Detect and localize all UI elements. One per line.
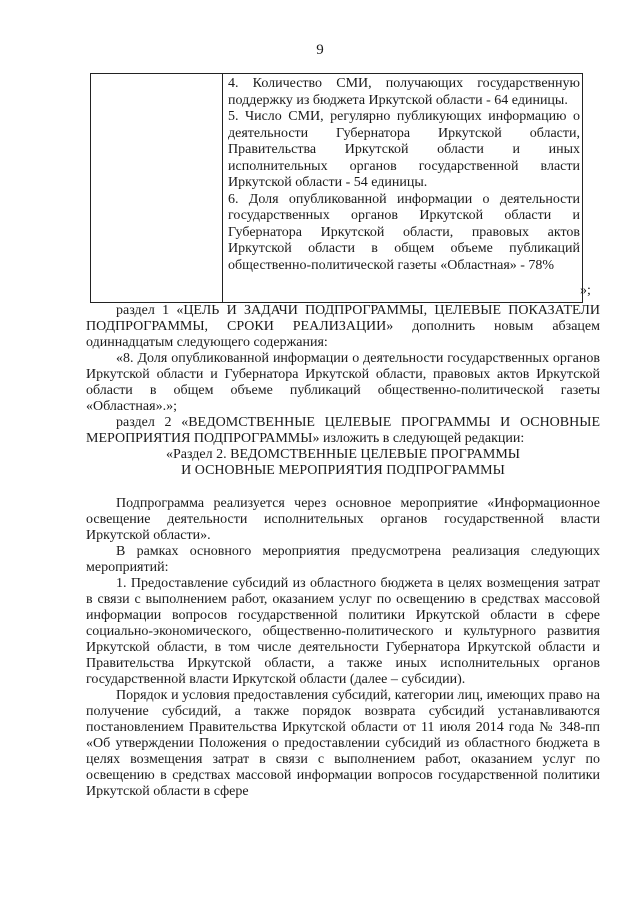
paragraph-subprogram: Подпрограмма реализуется через основное мероприятие «Информационное освещение деятельности исполнительных органов государственной власти Иркутской области». <box>86 496 600 543</box>
paragraph-section2-amendment: раздел 2 «ВЕДОМСТВЕННЫЕ ЦЕЛЕВЫЕ ПРОГРАММЫ И ОСНОВНЫЕ МЕРОПРИЯТИЯ ПОДПРОГРАММЫ» изложить в следующей редакции: <box>86 415 600 446</box>
table-item-4: 4. Количество СМИ, получающих государственную поддержку из бюджета Иркутской области - 64 единицы. <box>228 76 580 108</box>
document-body <box>86 303 600 800</box>
table-column-divider <box>222 74 223 302</box>
page-number: 9 <box>316 42 324 58</box>
table-closing-mark: »; <box>580 283 591 298</box>
blank-line <box>86 479 600 496</box>
paragraph-section1-amendment: раздел 1 «ЦЕЛЬ И ЗАДАЧИ ПОДПРОГРАММЫ, ЦЕЛЕВЫЕ ПОКАЗАТЕЛИ ПОДПРОГРАММЫ, СРОКИ РЕАЛИЗАЦИИ» дополнить новым абзацем одиннадцатым следующего содержания: <box>86 303 600 350</box>
section-heading-line2: И ОСНОВНЫЕ МЕРОПРИЯТИЯ ПОДПРОГРАММЫ <box>181 463 505 478</box>
paragraph-procedure: Порядок и условия предоставления субсидий, категории лиц, имеющих право на получение субсидий, а также порядок возврата субсидий устанавливаются постановлением Правительства Иркутской области от 11 июля 2014 года № 348-пп «Об утверждении Положения о предоставлении субсидий из областного бюджета в целях возмещения затрат в связи с выполнением работ, оказанием услуг по освещению в средствах массовой информации вопросов государственной политики Иркутской области в сфере <box>86 688 600 799</box>
table-right-cell <box>228 76 580 274</box>
indicators-table <box>90 73 583 303</box>
paragraph-measure-1: 1. Предоставление субсидий из областного бюджета в целях возмещения затрат в связи с выполнением работ, оказанием услуг по освещению в средствах массовой информации вопросов государственной политики Иркутской области в сфере социально-экономического, общественно-политического и культурного развития Иркутской области, в том числе деятельности Губернатора Иркутской области и Правительства Иркутской области, а также иных исполнительных органов государственной власти Иркутской области (далее – субсидии). <box>86 576 600 687</box>
paragraph-new-indicator-8: «8. Доля опубликованной информации о деятельности государственных органов Иркутской области и Губернатора Иркутской области, правовых актов Иркутской области в общем объеме публикаций общественно-политической газеты «Областная».»; <box>86 351 600 414</box>
paragraph-measures-intro: В рамках основного мероприятия предусмотрена реализация следующих мероприятий: <box>86 544 600 575</box>
table-item-5: 5. Число СМИ, регулярно публикующих информацию о деятельности Губернатора Иркутской области, Правительства Иркутской области и иных исполнительных органов государственной власти Иркутской области - 54 единицы. <box>228 109 580 190</box>
section-heading-line1: «Раздел 2. ВЕДОМСТВЕННЫЕ ЦЕЛЕВЫЕ ПРОГРАММЫ <box>166 447 520 462</box>
table-item-6: 6. Доля опубликованной информации о деятельности государственных органов Иркутской области и Губернатора Иркутской области, правовых актов Иркутской области в общем объеме публикаций общественно-политической газеты «Областная» - 78% <box>228 191 580 273</box>
